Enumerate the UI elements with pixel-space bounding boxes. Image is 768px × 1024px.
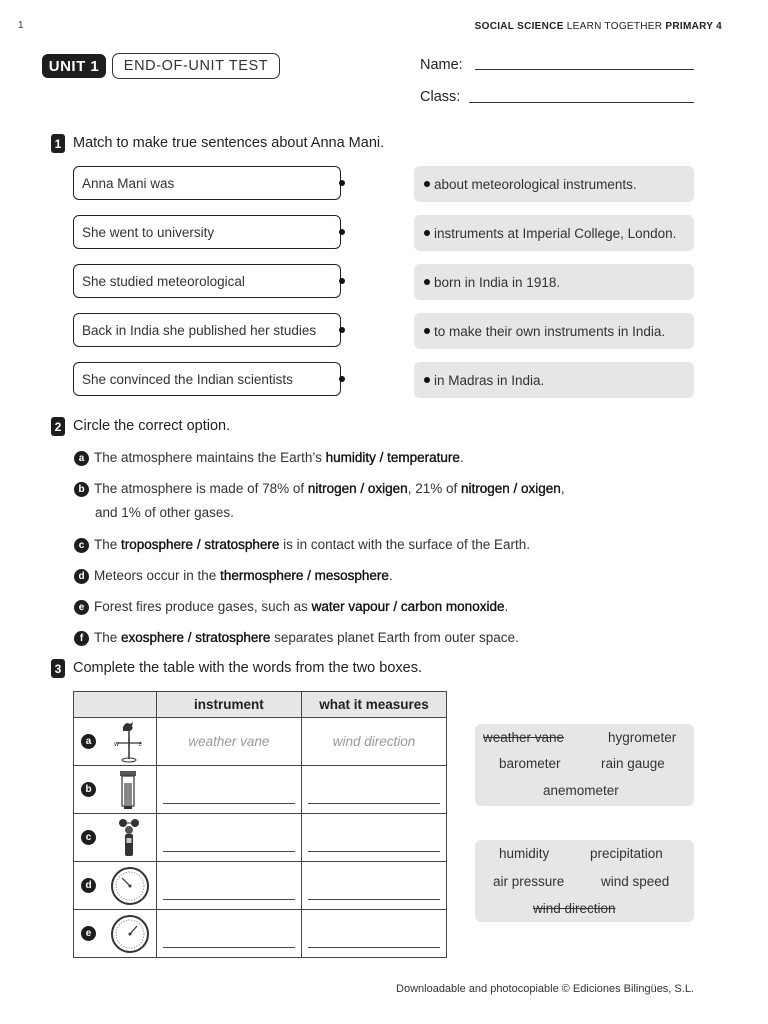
header-level: PRIMARY 4 — [665, 21, 722, 32]
header-subject: SOCIAL SCIENCE — [474, 21, 564, 32]
q2-sentence — [94, 595, 508, 619]
match-right-box — [414, 264, 694, 300]
word-anemometer: anemometer — [543, 783, 619, 798]
q2-sentence — [94, 564, 393, 588]
match-right-box — [414, 166, 694, 202]
word-wind-direction: wind direction — [533, 901, 616, 916]
instrument-answer-cell[interactable] — [156, 862, 301, 910]
table-row — [74, 862, 447, 910]
q2-sentence — [94, 446, 464, 470]
q2-sentence-continuation: and 1% of other gases. — [95, 505, 234, 520]
question-2-instruction: Circle the correct option. — [73, 418, 231, 434]
instrument-answer-cell[interactable] — [156, 766, 301, 814]
word-hygrometer: hygrometer — [608, 730, 677, 745]
hygrometer-icon — [110, 914, 150, 954]
sentence-text: , 21% of — [407, 481, 461, 496]
weather-vane-icon — [114, 721, 144, 763]
match-right-text: born in India in 1918. — [434, 274, 561, 290]
question-1-instruction: Match to make true sentences about Anna Mani. — [73, 135, 385, 151]
running-header — [475, 21, 722, 32]
item-letter: d — [74, 569, 89, 584]
sentence-text: Meteors occur in the — [94, 568, 221, 583]
instrument-answer-cell[interactable] — [156, 910, 301, 958]
header-series: LEARN TOGETHER — [566, 21, 663, 32]
rain-gauge-icon — [118, 769, 138, 811]
class-field[interactable] — [469, 102, 694, 103]
match-left-box — [73, 264, 341, 298]
item-letter: c — [74, 538, 89, 553]
class-label: Class: — [420, 89, 461, 105]
sentence-text: The atmosphere maintains the Earth’s — [94, 450, 326, 465]
measures-cell[interactable]: wind direction — [301, 718, 446, 766]
sentence-text: . — [504, 599, 509, 614]
match-left-box — [73, 166, 341, 200]
row-letter: a — [81, 734, 96, 749]
sentence-text: separates planet Earth from outer space. — [270, 630, 519, 645]
option-pair[interactable]: nitrogen / oxigen — [307, 481, 408, 496]
unit-badge: UNIT 1 — [42, 54, 106, 78]
match-right-dot[interactable] — [424, 230, 430, 236]
table-row — [74, 814, 447, 862]
option-pair[interactable]: nitrogen / oxigen — [461, 481, 561, 496]
q2-sentence — [94, 533, 530, 557]
match-left-text: She studied meteorological — [82, 273, 245, 289]
row-letter: e — [81, 926, 96, 941]
measures-answer-cell[interactable] — [301, 766, 446, 814]
name-field[interactable] — [475, 69, 694, 70]
row-letter: d — [81, 878, 96, 893]
match-right-dot[interactable] — [424, 279, 430, 285]
item-letter: f — [74, 631, 89, 646]
item-letter: b — [74, 482, 89, 497]
option-pair[interactable]: exosphere / stratosphere — [121, 630, 271, 645]
svg-text:W: W — [114, 741, 119, 748]
match-right-dot[interactable] — [424, 181, 430, 187]
match-left-dot[interactable] — [339, 327, 345, 333]
match-left-dot[interactable] — [339, 180, 345, 186]
q2-sentence — [94, 477, 565, 501]
measures-word-box — [475, 840, 694, 922]
item-letter: e — [74, 600, 89, 615]
table-row — [74, 718, 447, 766]
measures-answer-cell[interactable] — [301, 862, 446, 910]
match-left-dot[interactable] — [339, 278, 345, 284]
q2-sentence — [94, 626, 519, 650]
match-left-box — [73, 313, 341, 347]
match-left-dot[interactable] — [339, 229, 345, 235]
item-letter: a — [74, 451, 89, 466]
instruments-word-box — [475, 724, 694, 806]
table-row — [74, 766, 447, 814]
instrument-column-header: instrument — [156, 692, 301, 718]
word-precipitation: precipitation — [590, 846, 663, 861]
sentence-text: The atmosphere is made of 78% of — [94, 481, 308, 496]
match-left-text: She went to university — [82, 224, 215, 240]
match-right-text: instruments at Imperial College, London. — [434, 225, 677, 241]
name-label: Name: — [420, 57, 463, 73]
question-3-number: 3 — [51, 659, 65, 678]
sentence-text: , — [560, 481, 565, 496]
table-corner-header — [74, 692, 157, 718]
sentence-text: is in contact with the surface of the Earth. — [279, 537, 530, 552]
word-wind-speed: wind speed — [601, 874, 670, 889]
test-title: END-OF-UNIT TEST — [112, 53, 280, 79]
svg-text:E: E — [139, 741, 143, 748]
match-right-text: in Madras in India. — [434, 372, 545, 388]
word-rain-gauge: rain gauge — [601, 756, 665, 771]
barometer-icon — [110, 866, 150, 906]
match-right-dot[interactable] — [424, 328, 430, 334]
row-letter: b — [81, 782, 96, 797]
question-3-instruction: Complete the table with the words from the two boxes. — [73, 660, 422, 676]
page-number: 1 — [18, 20, 24, 31]
question-1-number: 1 — [51, 134, 65, 153]
match-left-text: Anna Mani was — [82, 175, 175, 191]
footer-copyright: Downloadable and photocopiable © Ediciones Bilingües, S.L. — [396, 983, 694, 995]
match-left-dot[interactable] — [339, 376, 345, 382]
question-2-number: 2 — [51, 417, 65, 436]
measures-column-header: what it measures — [301, 692, 446, 718]
sentence-text: . — [388, 568, 393, 583]
option-pair[interactable]: water vapour / carbon monoxide — [311, 599, 505, 614]
match-right-dot[interactable] — [424, 377, 430, 383]
match-left-text: Back in India she published her studies — [82, 322, 317, 338]
word-weather-vane: weather vane — [483, 730, 565, 745]
sentence-text: . — [459, 450, 464, 465]
sentence-text: Forest fires produce gases, such as — [94, 599, 312, 614]
instrument-answer-cell[interactable] — [156, 814, 301, 862]
word-air-pressure: air pressure — [493, 874, 565, 889]
word-humidity: humidity — [499, 846, 550, 861]
match-right-text: about meteorological instruments. — [434, 176, 637, 192]
match-left-text: She convinced the Indian scientists — [82, 371, 293, 387]
match-right-box — [414, 313, 694, 349]
option-pair[interactable]: humidity / temperature — [325, 450, 460, 465]
sentence-text: The — [94, 630, 122, 645]
option-pair[interactable]: thermosphere / mesosphere — [220, 568, 389, 583]
match-right-text: to make their own instruments in India. — [434, 323, 666, 339]
measures-answer-cell[interactable] — [301, 814, 446, 862]
instruments-table — [73, 691, 447, 958]
row-letter: c — [81, 830, 96, 845]
anemometer-icon — [116, 817, 142, 859]
sentence-text: The — [94, 537, 122, 552]
option-pair[interactable]: troposphere / stratosphere — [121, 537, 280, 552]
measures-answer-cell[interactable] — [301, 910, 446, 958]
match-right-box — [414, 215, 694, 251]
match-right-box — [414, 362, 694, 398]
instrument-cell[interactable]: weather vane — [156, 718, 301, 766]
word-barometer: barometer — [499, 756, 561, 771]
match-left-box — [73, 362, 341, 396]
table-row — [74, 910, 447, 958]
match-left-box — [73, 215, 341, 249]
